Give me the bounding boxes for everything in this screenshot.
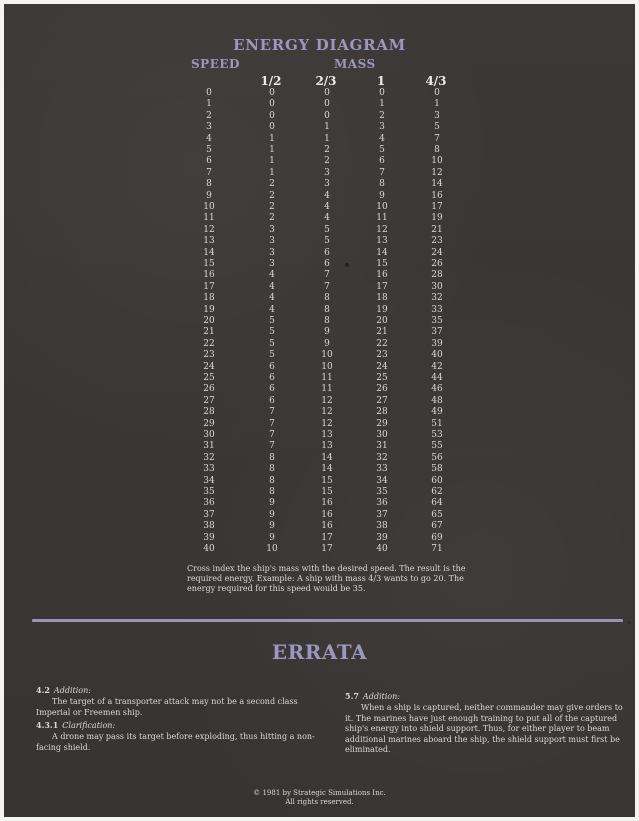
errata-section-number: 5.7: [345, 691, 359, 701]
mass-half-cell: 1: [269, 133, 275, 144]
mass-half-cell: 3: [269, 236, 275, 247]
table-row: [4, 99, 635, 110]
table-row: [4, 464, 635, 475]
mass-two-thirds-cell: 12: [321, 395, 333, 406]
mass-two-thirds-cell: 17: [321, 532, 333, 543]
speed-cell: 38: [203, 521, 215, 532]
speed-cell: 20: [203, 316, 215, 326]
mass-four-thirds-cell: 16: [431, 190, 443, 201]
mass-half-cell: 2: [269, 202, 275, 212]
mass-half-cell: 3: [269, 259, 275, 269]
mass-four-thirds-cell: 35: [431, 316, 443, 326]
mass-four-thirds-cell: 12: [431, 167, 443, 178]
mass-one-cell: 4: [379, 133, 385, 144]
speed-cell: 18: [203, 293, 215, 304]
mass-four-thirds-cell: 62: [431, 487, 443, 497]
table-row: [4, 134, 635, 145]
mass-half-cell: 2: [269, 213, 275, 224]
mass-one-cell: 29: [376, 418, 388, 429]
mass-half-cell: 6: [269, 384, 275, 395]
print-speck: [628, 621, 631, 624]
errata-entry-heading: [345, 691, 624, 702]
mass-one-cell: 0: [379, 88, 385, 98]
mass-half-cell: 4: [269, 304, 275, 315]
errata-entry: [36, 685, 317, 718]
mass-half-cell: 5: [269, 350, 275, 361]
table-row: [4, 213, 635, 224]
table-row: [4, 236, 635, 247]
document-page: [4, 4, 635, 817]
mass-four-thirds-cell: 55: [431, 441, 443, 452]
mass-one-cell: 3: [379, 122, 385, 133]
mass-half-cell: 1: [269, 167, 275, 178]
mass-half-cell: 1: [269, 156, 275, 167]
mass-two-thirds-cell: 1: [324, 122, 330, 133]
mass-two-thirds-cell: 14: [321, 452, 333, 463]
mass-one-cell: 33: [376, 464, 388, 475]
mass-column-header-half: 1/2: [260, 74, 282, 88]
speed-cell: 0: [206, 88, 212, 98]
mass-one-cell: 9: [379, 190, 385, 201]
speed-cell: 6: [206, 156, 212, 167]
speed-label: SPEED: [191, 57, 240, 71]
mass-one-cell: 18: [376, 293, 388, 304]
mass-one-cell: 10: [376, 202, 388, 212]
table-row: [4, 419, 635, 430]
mass-four-thirds-cell: 21: [431, 224, 443, 235]
table-row: [4, 179, 635, 190]
mass-one-cell: 36: [376, 498, 388, 509]
mass-four-thirds-cell: 48: [431, 395, 443, 406]
mass-two-thirds-cell: 11: [321, 373, 333, 383]
mass-one-cell: 19: [376, 304, 388, 315]
mass-half-cell: 7: [269, 441, 275, 452]
mass-one-cell: 13: [376, 236, 388, 247]
speed-cell: 8: [206, 179, 212, 190]
mass-four-thirds-cell: 60: [431, 475, 443, 486]
mass-half-cell: 9: [269, 498, 275, 509]
speed-cell: 24: [203, 361, 215, 372]
mass-one-cell: 6: [379, 156, 385, 167]
mass-column-header-two-thirds: 2/3: [315, 74, 337, 88]
mass-half-cell: 0: [269, 110, 275, 121]
table-row: [4, 339, 635, 350]
section-divider: [32, 619, 623, 622]
mass-half-cell: 3: [269, 224, 275, 235]
mass-one-cell: 16: [376, 270, 388, 281]
mass-four-thirds-cell: 58: [431, 464, 443, 475]
table-row: [4, 373, 635, 384]
mass-half-cell: 2: [269, 179, 275, 190]
errata-entry-text: When a ship is captured, neither commander may give orders to it. The marines have just enough training to put all of the captured ship's energy into shield support. Thus, for either player to beam additional marines aboard the ship, the shield support must first be eliminated.: [345, 703, 623, 754]
mass-half-cell: 7: [269, 407, 275, 418]
mass-one-cell: 32: [376, 452, 388, 463]
mass-half-cell: 4: [269, 270, 275, 281]
speed-cell: 32: [203, 452, 215, 463]
mass-half-cell: 0: [269, 122, 275, 133]
mass-two-thirds-cell: 0: [324, 88, 330, 98]
energy-table: [4, 88, 635, 556]
mass-half-cell: 6: [269, 373, 275, 383]
mass-half-cell: 4: [269, 281, 275, 292]
mass-two-thirds-cell: 15: [321, 487, 333, 497]
speed-cell: 29: [203, 418, 215, 429]
mass-one-cell: 40: [376, 544, 388, 554]
mass-half-cell: 7: [269, 418, 275, 429]
mass-one-cell: 37: [376, 509, 388, 520]
mass-one-cell: 31: [376, 441, 388, 452]
speed-cell: 3: [206, 122, 212, 133]
mass-four-thirds-cell: 14: [431, 179, 443, 190]
mass-one-cell: 14: [376, 247, 388, 258]
errata-entry-text: The target of a transporter attack may not be a second class Imperial or Freemen ship.: [36, 697, 298, 717]
mass-half-cell: 8: [269, 475, 275, 486]
mass-two-thirds-cell: 13: [321, 441, 333, 452]
copyright-line: © 1981 by Strategic Simulations Inc.: [253, 789, 386, 797]
mass-two-thirds-cell: 4: [324, 213, 330, 224]
speed-cell: 16: [203, 270, 215, 281]
table-row: [4, 259, 635, 270]
mass-two-thirds-cell: 4: [324, 190, 330, 201]
speed-cell: 26: [203, 384, 215, 395]
mass-half-cell: 0: [269, 88, 275, 98]
mass-four-thirds-cell: 49: [431, 407, 443, 418]
table-row: [4, 111, 635, 122]
table-row: [4, 225, 635, 236]
speed-cell: 37: [203, 509, 215, 520]
mass-four-thirds-cell: 24: [431, 247, 443, 258]
speed-cell: 34: [203, 475, 215, 486]
speed-cell: 14: [203, 247, 215, 258]
mass-two-thirds-cell: 10: [321, 350, 333, 361]
speed-cell: 35: [203, 487, 215, 497]
table-row: [4, 544, 635, 555]
mass-one-cell: 1: [379, 99, 385, 110]
errata-title: ERRATA: [271, 640, 368, 664]
mass-half-cell: 2: [269, 190, 275, 201]
speed-cell: 40: [203, 544, 215, 554]
mass-two-thirds-cell: 5: [324, 236, 330, 247]
table-row: [4, 384, 635, 395]
mass-one-cell: 25: [376, 373, 388, 383]
speed-cell: 12: [203, 224, 215, 235]
mass-four-thirds-cell: 28: [431, 270, 443, 281]
mass-two-thirds-cell: 11: [321, 384, 333, 395]
table-row: [4, 202, 635, 213]
mass-four-thirds-cell: 39: [431, 338, 443, 349]
errata-entry-kind: Clarification:: [62, 721, 116, 730]
mass-half-cell: 8: [269, 487, 275, 497]
mass-four-thirds-cell: 5: [434, 122, 440, 133]
speed-cell: 17: [203, 281, 215, 292]
mass-column-header-one: 1: [376, 74, 386, 88]
mass-two-thirds-cell: 16: [321, 509, 333, 520]
errata-entry-kind: Addition:: [362, 692, 400, 701]
speed-cell: 9: [206, 190, 212, 201]
mass-one-cell: 26: [376, 384, 388, 395]
mass-two-thirds-cell: 6: [324, 259, 330, 269]
errata-entry: [36, 720, 317, 753]
errata-entry-heading: [36, 720, 317, 731]
table-row: [4, 282, 635, 293]
mass-one-cell: 17: [376, 281, 388, 292]
speed-cell: 5: [206, 145, 212, 155]
mass-two-thirds-cell: 0: [324, 99, 330, 110]
mass-two-thirds-cell: 17: [321, 544, 333, 554]
mass-four-thirds-cell: 23: [431, 236, 443, 247]
mass-half-cell: 10: [266, 544, 278, 554]
mass-two-thirds-cell: 13: [321, 430, 333, 440]
mass-two-thirds-cell: 4: [324, 202, 330, 212]
errata-section-number: 4.3.1: [36, 720, 59, 730]
mass-one-cell: 22: [376, 338, 388, 349]
table-row: [4, 293, 635, 304]
mass-half-cell: 5: [269, 316, 275, 326]
speed-cell: 10: [203, 202, 215, 212]
mass-column-header-four-thirds: 4/3: [425, 74, 447, 88]
mass-four-thirds-cell: 30: [431, 281, 443, 292]
mass-one-cell: 7: [379, 167, 385, 178]
mass-half-cell: 9: [269, 532, 275, 543]
mass-four-thirds-cell: 53: [431, 430, 443, 440]
speed-cell: 2: [206, 110, 212, 121]
table-row: [4, 305, 635, 316]
mass-half-cell: 7: [269, 430, 275, 440]
mass-half-cell: 6: [269, 395, 275, 406]
mass-two-thirds-cell: 0: [324, 110, 330, 121]
speed-cell: 13: [203, 236, 215, 247]
mass-half-cell: 8: [269, 464, 275, 475]
table-row: [4, 145, 635, 156]
errata-entry-heading: [36, 685, 317, 696]
rights-line: All rights reserved.: [285, 798, 354, 807]
mass-two-thirds-cell: 5: [324, 224, 330, 235]
table-row: [4, 453, 635, 464]
table-row: [4, 407, 635, 418]
mass-half-cell: 4: [269, 293, 275, 304]
table-row: [4, 122, 635, 133]
speed-cell: 25: [203, 373, 215, 383]
mass-four-thirds-cell: 42: [431, 361, 443, 372]
mass-half-cell: 6: [269, 361, 275, 372]
table-row: [4, 270, 635, 281]
mass-four-thirds-cell: 19: [431, 213, 443, 224]
table-row: [4, 510, 635, 521]
speed-cell: 11: [203, 213, 215, 224]
mass-two-thirds-cell: 3: [324, 167, 330, 178]
table-row: [4, 533, 635, 544]
mass-four-thirds-cell: 44: [431, 373, 443, 383]
mass-two-thirds-cell: 9: [324, 338, 330, 349]
mass-half-cell: 9: [269, 521, 275, 532]
speed-cell: 19: [203, 304, 215, 315]
mass-label: MASS: [334, 57, 376, 71]
mass-four-thirds-cell: 64: [431, 498, 443, 509]
mass-four-thirds-cell: 10: [431, 156, 443, 167]
mass-four-thirds-cell: 51: [431, 418, 443, 429]
speed-cell: 7: [206, 167, 212, 178]
mass-two-thirds-cell: 2: [324, 156, 330, 167]
mass-two-thirds-cell: 8: [324, 316, 330, 326]
mass-half-cell: 9: [269, 509, 275, 520]
table-row: [4, 327, 635, 338]
mass-four-thirds-cell: 69: [431, 532, 443, 543]
mass-two-thirds-cell: 14: [321, 464, 333, 475]
mass-two-thirds-cell: 2: [324, 145, 330, 155]
table-row: [4, 396, 635, 407]
mass-two-thirds-cell: 12: [321, 407, 333, 418]
mass-two-thirds-cell: 6: [324, 247, 330, 258]
mass-one-cell: 20: [376, 316, 388, 326]
speed-cell: 39: [203, 532, 215, 543]
energy-diagram-title: ENERGY DIAGRAM: [233, 36, 406, 54]
mass-two-thirds-cell: 7: [324, 281, 330, 292]
mass-four-thirds-cell: 3: [434, 110, 440, 121]
table-row: [4, 191, 635, 202]
mass-one-cell: 15: [376, 259, 388, 269]
mass-four-thirds-cell: 17: [431, 202, 443, 212]
table-note: Cross index the ship's mass with the desired speed. The result is the required energy. Example: A ship with mass 4/3 wants to go 20. The energy required for this speed would be 35.: [187, 564, 466, 594]
mass-one-cell: 21: [376, 327, 388, 338]
speed-cell: 27: [203, 395, 215, 406]
mass-two-thirds-cell: 1: [324, 133, 330, 144]
speed-cell: 22: [203, 338, 215, 349]
mass-four-thirds-cell: 32: [431, 293, 443, 304]
mass-one-cell: 34: [376, 475, 388, 486]
mass-four-thirds-cell: 8: [434, 145, 440, 155]
mass-four-thirds-cell: 26: [431, 259, 443, 269]
mass-four-thirds-cell: 1: [434, 99, 440, 110]
mass-one-cell: 8: [379, 179, 385, 190]
table-row: [4, 441, 635, 452]
speed-cell: 1: [206, 99, 212, 110]
speed-cell: 31: [203, 441, 215, 452]
speed-cell: 4: [206, 133, 212, 144]
mass-one-cell: 5: [379, 145, 385, 155]
mass-four-thirds-cell: 37: [431, 327, 443, 338]
mass-four-thirds-cell: 33: [431, 304, 443, 315]
mass-two-thirds-cell: 8: [324, 293, 330, 304]
mass-half-cell: 3: [269, 247, 275, 258]
mass-two-thirds-cell: 16: [321, 521, 333, 532]
table-row: [4, 156, 635, 167]
speed-cell: 36: [203, 498, 215, 509]
speed-cell: 15: [203, 259, 215, 269]
mass-half-cell: 0: [269, 99, 275, 110]
mass-one-cell: 39: [376, 532, 388, 543]
mass-four-thirds-cell: 0: [434, 88, 440, 98]
errata-entry-kind: Addition:: [53, 686, 91, 695]
table-row: [4, 430, 635, 441]
mass-half-cell: 1: [269, 145, 275, 155]
mass-half-cell: 5: [269, 327, 275, 338]
mass-four-thirds-cell: 7: [434, 133, 440, 144]
speed-cell: 33: [203, 464, 215, 475]
mass-one-cell: 28: [376, 407, 388, 418]
table-row: [4, 476, 635, 487]
mass-four-thirds-cell: 40: [431, 350, 443, 361]
mass-two-thirds-cell: 3: [324, 179, 330, 190]
mass-one-cell: 35: [376, 487, 388, 497]
mass-one-cell: 12: [376, 224, 388, 235]
mass-two-thirds-cell: 7: [324, 270, 330, 281]
table-row: [4, 521, 635, 532]
mass-four-thirds-cell: 67: [431, 521, 443, 532]
mass-two-thirds-cell: 10: [321, 361, 333, 372]
mass-four-thirds-cell: 65: [431, 509, 443, 520]
mass-one-cell: 30: [376, 430, 388, 440]
mass-two-thirds-cell: 8: [324, 304, 330, 315]
table-row: [4, 316, 635, 327]
errata-entry: [345, 691, 624, 755]
mass-two-thirds-cell: 15: [321, 475, 333, 486]
table-row: [4, 88, 635, 99]
mass-one-cell: 27: [376, 395, 388, 406]
table-row: [4, 487, 635, 498]
mass-one-cell: 24: [376, 361, 388, 372]
copyright-footer: [4, 789, 635, 807]
table-row: [4, 168, 635, 179]
mass-one-cell: 23: [376, 350, 388, 361]
mass-half-cell: 5: [269, 338, 275, 349]
speed-cell: 21: [203, 327, 215, 338]
table-row: [4, 350, 635, 361]
errata-entry-text: A drone may pass its target before exploding, thus hitting a non-facing shield.: [36, 732, 315, 752]
speed-cell: 30: [203, 430, 215, 440]
table-row: [4, 362, 635, 373]
mass-one-cell: 11: [376, 213, 388, 224]
table-row: [4, 498, 635, 509]
speed-cell: 28: [203, 407, 215, 418]
mass-one-cell: 38: [376, 521, 388, 532]
mass-four-thirds-cell: 56: [431, 452, 443, 463]
table-row: [4, 248, 635, 259]
mass-two-thirds-cell: 9: [324, 327, 330, 338]
errata-section-number: 4.2: [36, 685, 50, 695]
mass-two-thirds-cell: 12: [321, 418, 333, 429]
speed-cell: 23: [203, 350, 215, 361]
mass-four-thirds-cell: 46: [431, 384, 443, 395]
mass-one-cell: 2: [379, 110, 385, 121]
mass-two-thirds-cell: 16: [321, 498, 333, 509]
mass-four-thirds-cell: 71: [431, 544, 443, 554]
mass-half-cell: 8: [269, 452, 275, 463]
